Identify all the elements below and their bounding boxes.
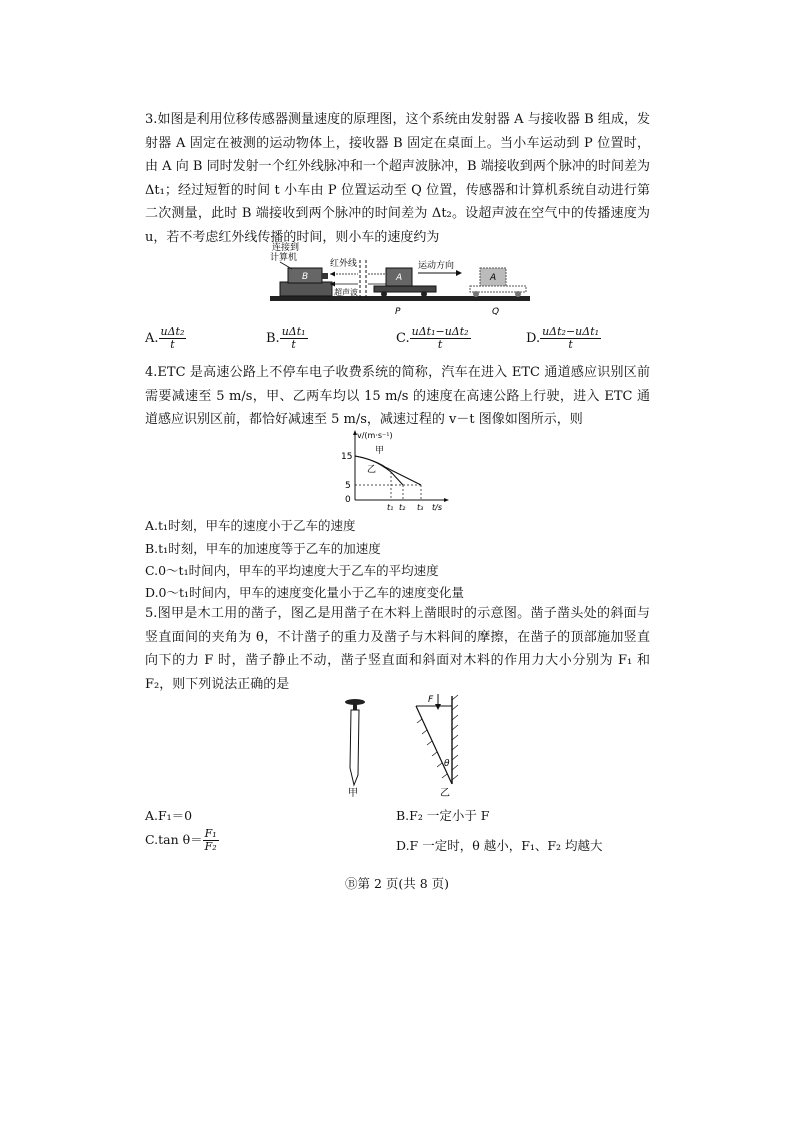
graph-t3: t₃	[417, 503, 424, 512]
receiver-base	[280, 282, 332, 296]
receiver-head	[322, 273, 328, 279]
graph-label-yi: 乙	[367, 465, 377, 475]
q5-option-c[interactable]: C.tan θ＝ $\frac{\text{F₁}}{\text{F₂}}$	[145, 827, 217, 853]
label-theta: θ	[444, 759, 450, 769]
figure-displacement-sensor	[262, 240, 532, 316]
label-p: P	[395, 307, 401, 316]
label-jia: 甲	[348, 788, 358, 799]
q5-option-a[interactable]: A.F₁＝0	[145, 808, 193, 823]
label-b: B	[302, 272, 309, 282]
track	[270, 296, 530, 301]
graph-y15: 15	[341, 452, 353, 462]
q3-option-c[interactable]: C. $\frac{\text{uΔt₁−uΔt₂}}{t}$	[396, 325, 469, 351]
label-infrared: 红外线	[330, 259, 358, 269]
q3-option-b[interactable]: B. $\frac{\text{uΔt₁}}{t}$	[266, 325, 306, 351]
label-force-f: F	[428, 695, 434, 705]
graph-xlabel: t/s	[432, 503, 442, 512]
figure-chisel	[330, 690, 480, 802]
label-computer-1: 连接到	[272, 243, 300, 253]
label-yi: 乙	[440, 788, 450, 799]
label-q: Q	[492, 307, 500, 316]
question-3	[145, 108, 650, 249]
graph-origin: 0	[345, 495, 351, 505]
q3-option-d[interactable]: D. $\frac{\text{uΔt₂−uΔt₁}}{t}$	[526, 325, 600, 351]
q3-option-a[interactable]: A. $\frac{\text{uΔt₂}}{t}$	[145, 325, 185, 351]
question-5-stem: 5.图甲是木工用的凿子，图乙是用凿子在木料上凿眼时的示意图。凿子凿头处的斜面与竖直面间的夹角为 θ，不计凿子的重力及凿子与木料间的摩擦，在凿子的顶部施加竖直向下的力 F 时，凿子静止不动，凿子竖直面和斜面对木料的作用力大小分别为 F₁ 和 F₂，则下列说法正确的是	[145, 606, 651, 692]
graph-label-jia: 甲	[375, 446, 385, 456]
curve-yi	[355, 456, 421, 485]
q4-option-d[interactable]: D.0～t₁时间内，甲车的速度变化量小于乙车的速度变化量	[145, 585, 465, 600]
question-4-stem: 4.ETC 是高速公路上不停车电子收费系统的简称，汽车在进入 ETC 通道感应识别区前需要减速至 5 m/s，甲、乙两车均以 15 m/s 的速度在高速公路上行驶，进入 ETC 通道感应识别区前，都恰好减速至 5 m/s，减速过程的 v－t 图像如图所示，则	[145, 365, 650, 427]
graph-ylabel: v/(m·s⁻¹)	[357, 431, 393, 440]
graph-y5: 5	[345, 481, 351, 491]
question-5	[145, 602, 650, 696]
chisel-slope	[416, 706, 452, 784]
q5-option-d[interactable]: D.F 一定时，θ 越小，F₁、F₂ 均越大	[396, 838, 603, 853]
q4-option-a[interactable]: A.t₁时刻，甲车的速度小于乙车的速度	[145, 518, 356, 533]
label-a2: A	[490, 273, 497, 283]
label-direction: 运动方向	[418, 261, 455, 271]
q4-option-c[interactable]: C.0～t₁时间内，甲车的平均速度大于乙车的平均速度	[145, 563, 439, 578]
q4-option-b[interactable]: B.t₁时刻，甲车的加速度等于乙车的加速度	[145, 541, 381, 556]
graph-t2: t₂	[399, 503, 406, 512]
label-computer-2: 计算机	[270, 253, 298, 263]
question-3-stem: 3.如图是利用位移传感器测量速度的原理图，这个系统由发射器 A 与接收器 B 组成，发射器 A 固定在被测的运动物体上，接收器 B 固定在桌面上。当小车运动到 P 位置时，由 A 向 B 同时发射一个红外线脉冲和一个超声波脉冲，B 端接收到两个脉冲的时间差为 Δt₁；经过短暂的时间 t 小车由 P 位置运动至 Q 位置，传感器和计算机系统自动进行第二次测量，此时 B 端接收到两个脉冲的时间差为 Δt₂。设超声波在空气中的传播速度为 u，若不考虑红外线传播的时间，则小车的速度约为	[145, 112, 650, 245]
label-a1: A	[396, 273, 403, 283]
label-ultrasound: 超声波	[334, 288, 358, 297]
graph-t1: t₁	[387, 503, 394, 512]
page-footer: Ⓑ第 2 页(共 8 页)	[344, 876, 450, 891]
chisel-body	[350, 710, 359, 785]
question-4	[145, 361, 650, 432]
figure-vt-graph	[335, 426, 455, 514]
curve-jia	[355, 456, 403, 485]
q5-option-b[interactable]: B.F₂ 一定小于 F	[396, 808, 490, 823]
